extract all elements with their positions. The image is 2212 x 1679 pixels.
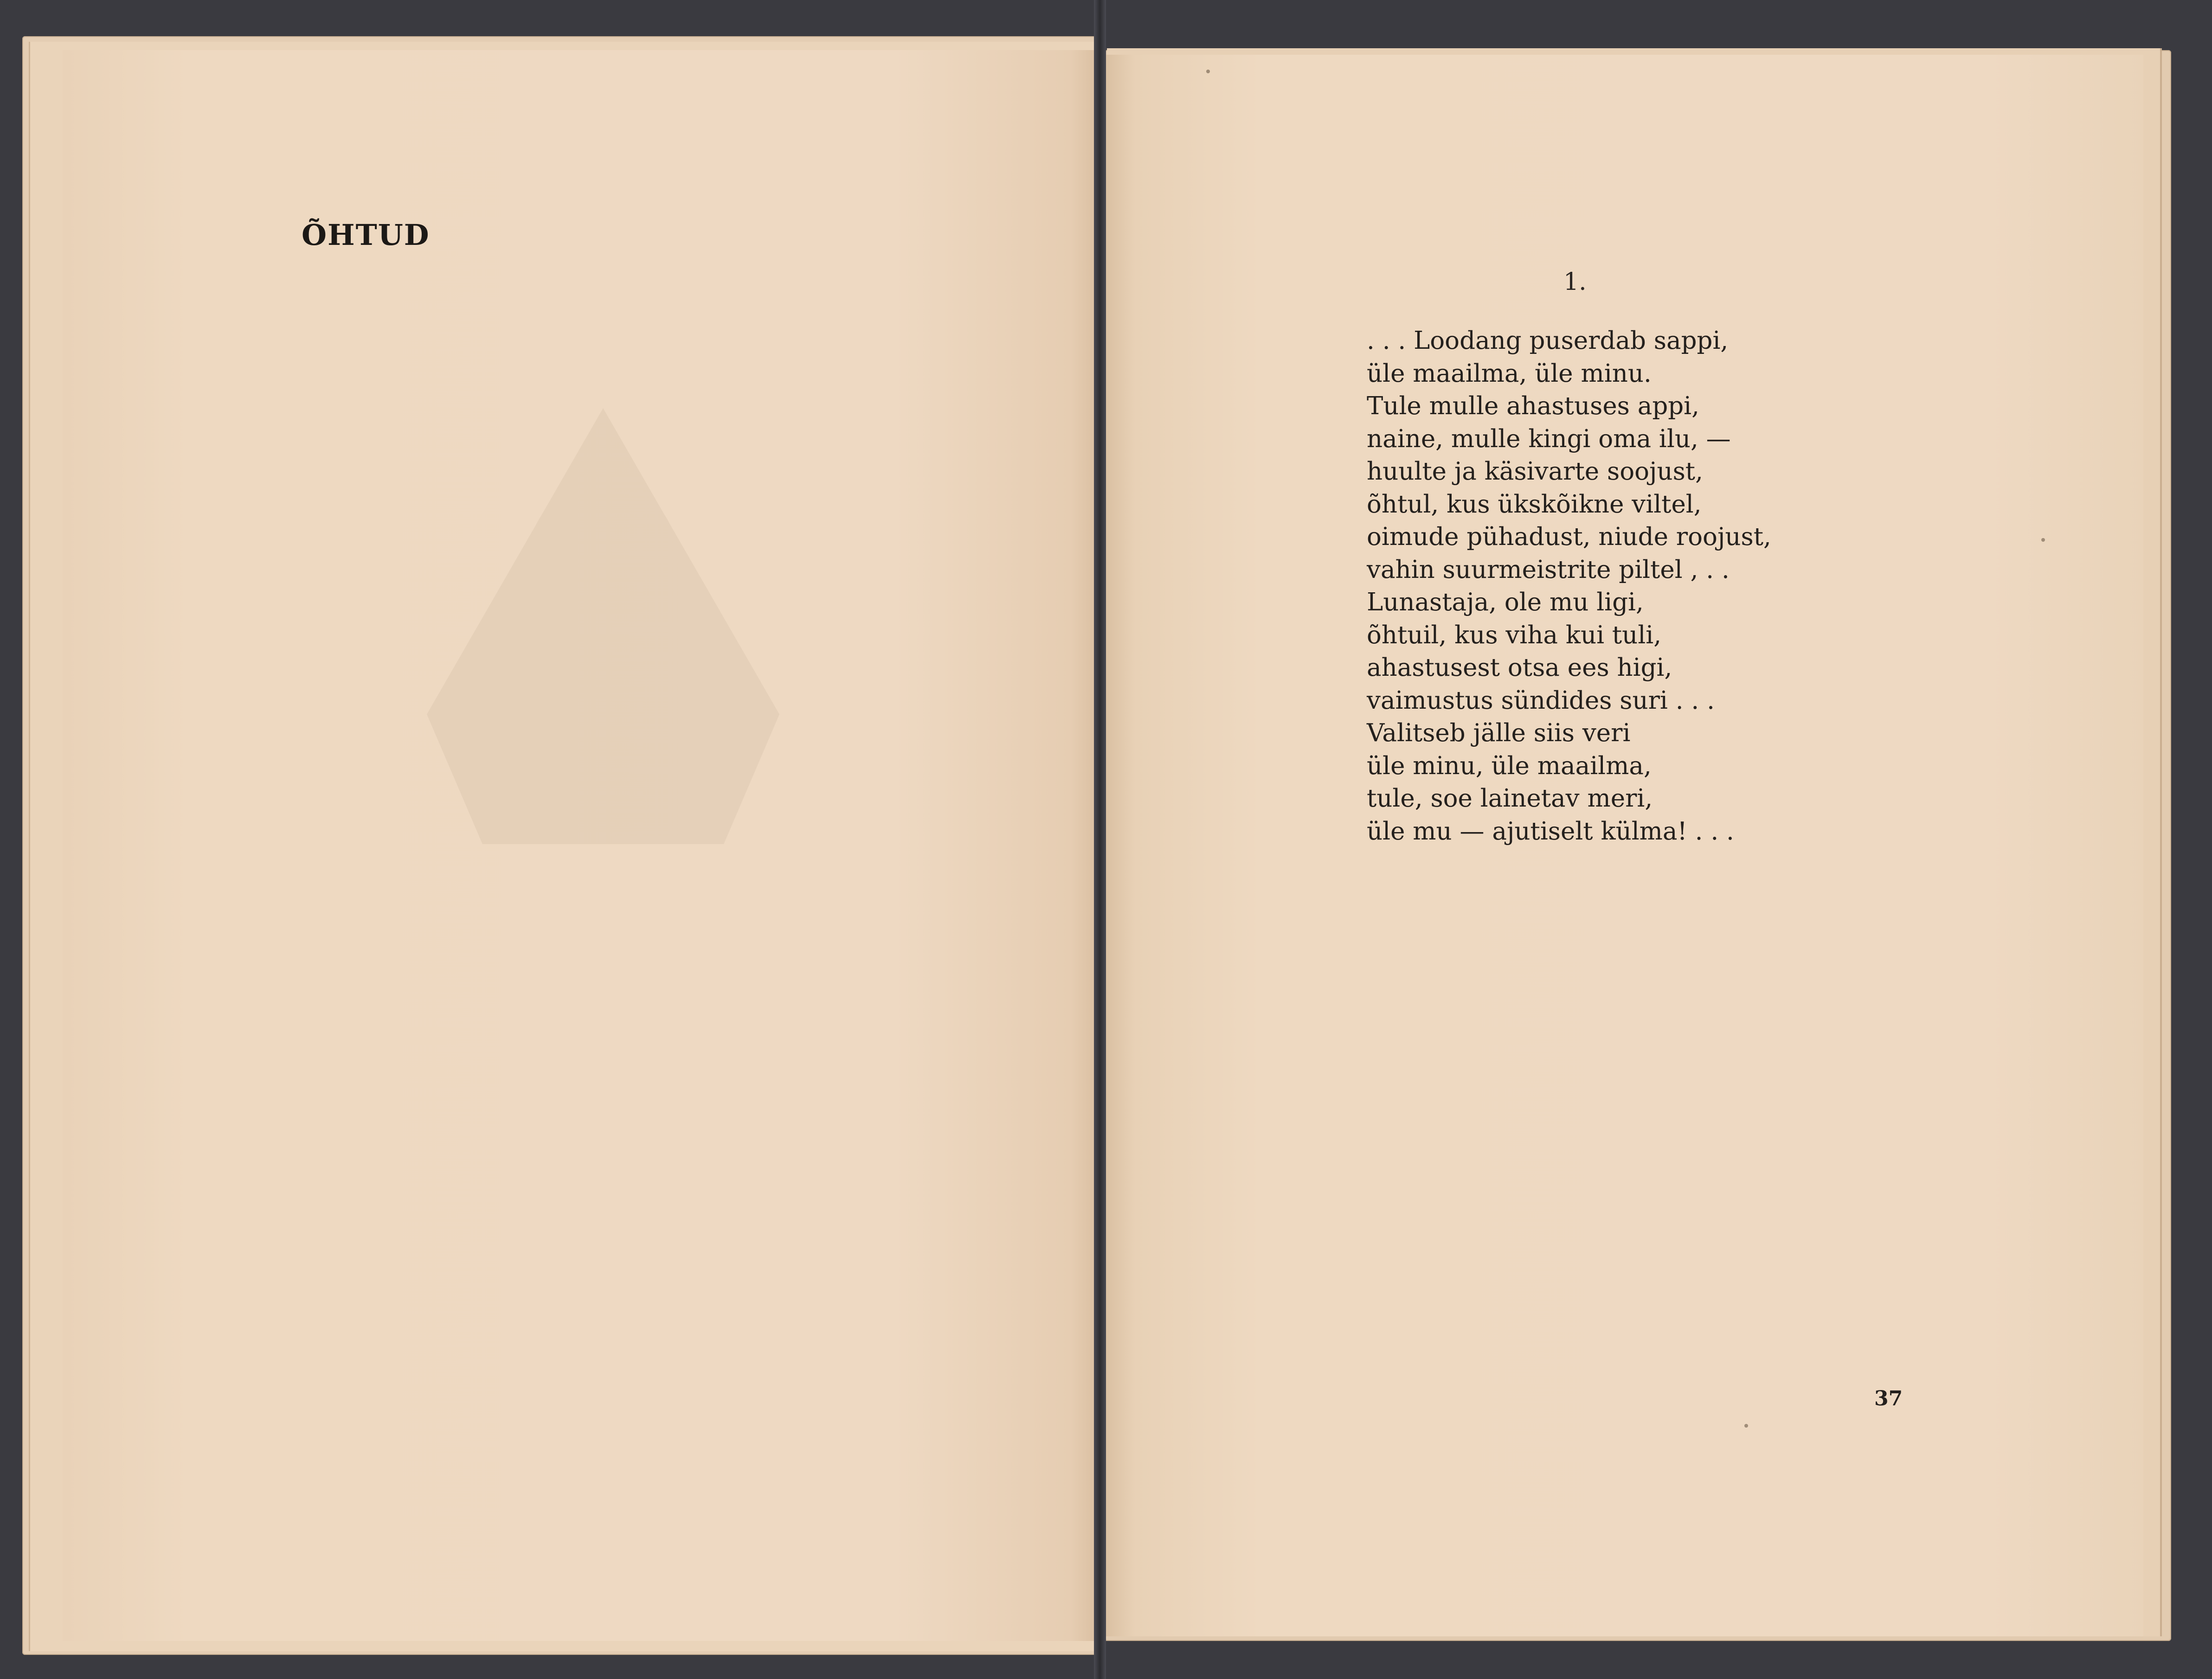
poem-line: huulte ja käsivarte soojust, xyxy=(1367,457,1703,486)
poem-line: üle minu, üle maailma, xyxy=(1367,751,1652,780)
poem-line: ahastusest otsa ees higi, xyxy=(1367,654,1672,682)
poem-line: Valitseb jälle siis veri xyxy=(1367,719,1631,747)
poem-line: tule, soe lainetav meri, xyxy=(1367,784,1653,813)
poem-line: üle mu — ajutiselt külma! . . . xyxy=(1367,817,1734,846)
paper-speck xyxy=(1206,70,1210,73)
poem-line: vahin suurmeistrite piltel , . . xyxy=(1367,555,1730,584)
book-gutter xyxy=(1094,0,1106,1679)
poem-body xyxy=(1367,325,2072,848)
poem-line: Lunastaja, ole mu ligi, xyxy=(1367,588,1644,616)
poem-line: Tule mulle ahastuses appi, xyxy=(1367,392,1699,420)
page-number: 37 xyxy=(1874,1387,1903,1410)
poem-line: õhtuil, kus viha kui tuli, xyxy=(1367,621,1662,649)
poem-number: 1. xyxy=(1563,268,1587,296)
poem-line: . . . Loodang puserdab sappi, xyxy=(1367,327,1729,355)
poem-line: üle maailma, üle minu. xyxy=(1367,359,1652,388)
paper-speck xyxy=(2041,538,2045,542)
bleed-through-illustration xyxy=(399,390,807,853)
poem-line: oimude pühadust, niude roojust, xyxy=(1367,523,1771,551)
poem-line: õhtul, kus ükskõikne viltel, xyxy=(1367,490,1702,519)
paper-speck xyxy=(1744,1424,1748,1428)
poem-line: vaimustus sündides suri . . . xyxy=(1367,686,1715,715)
section-title: ÕHTUD xyxy=(302,218,430,252)
poem-line: naine, mulle kingi oma ilu, — xyxy=(1367,424,1731,453)
